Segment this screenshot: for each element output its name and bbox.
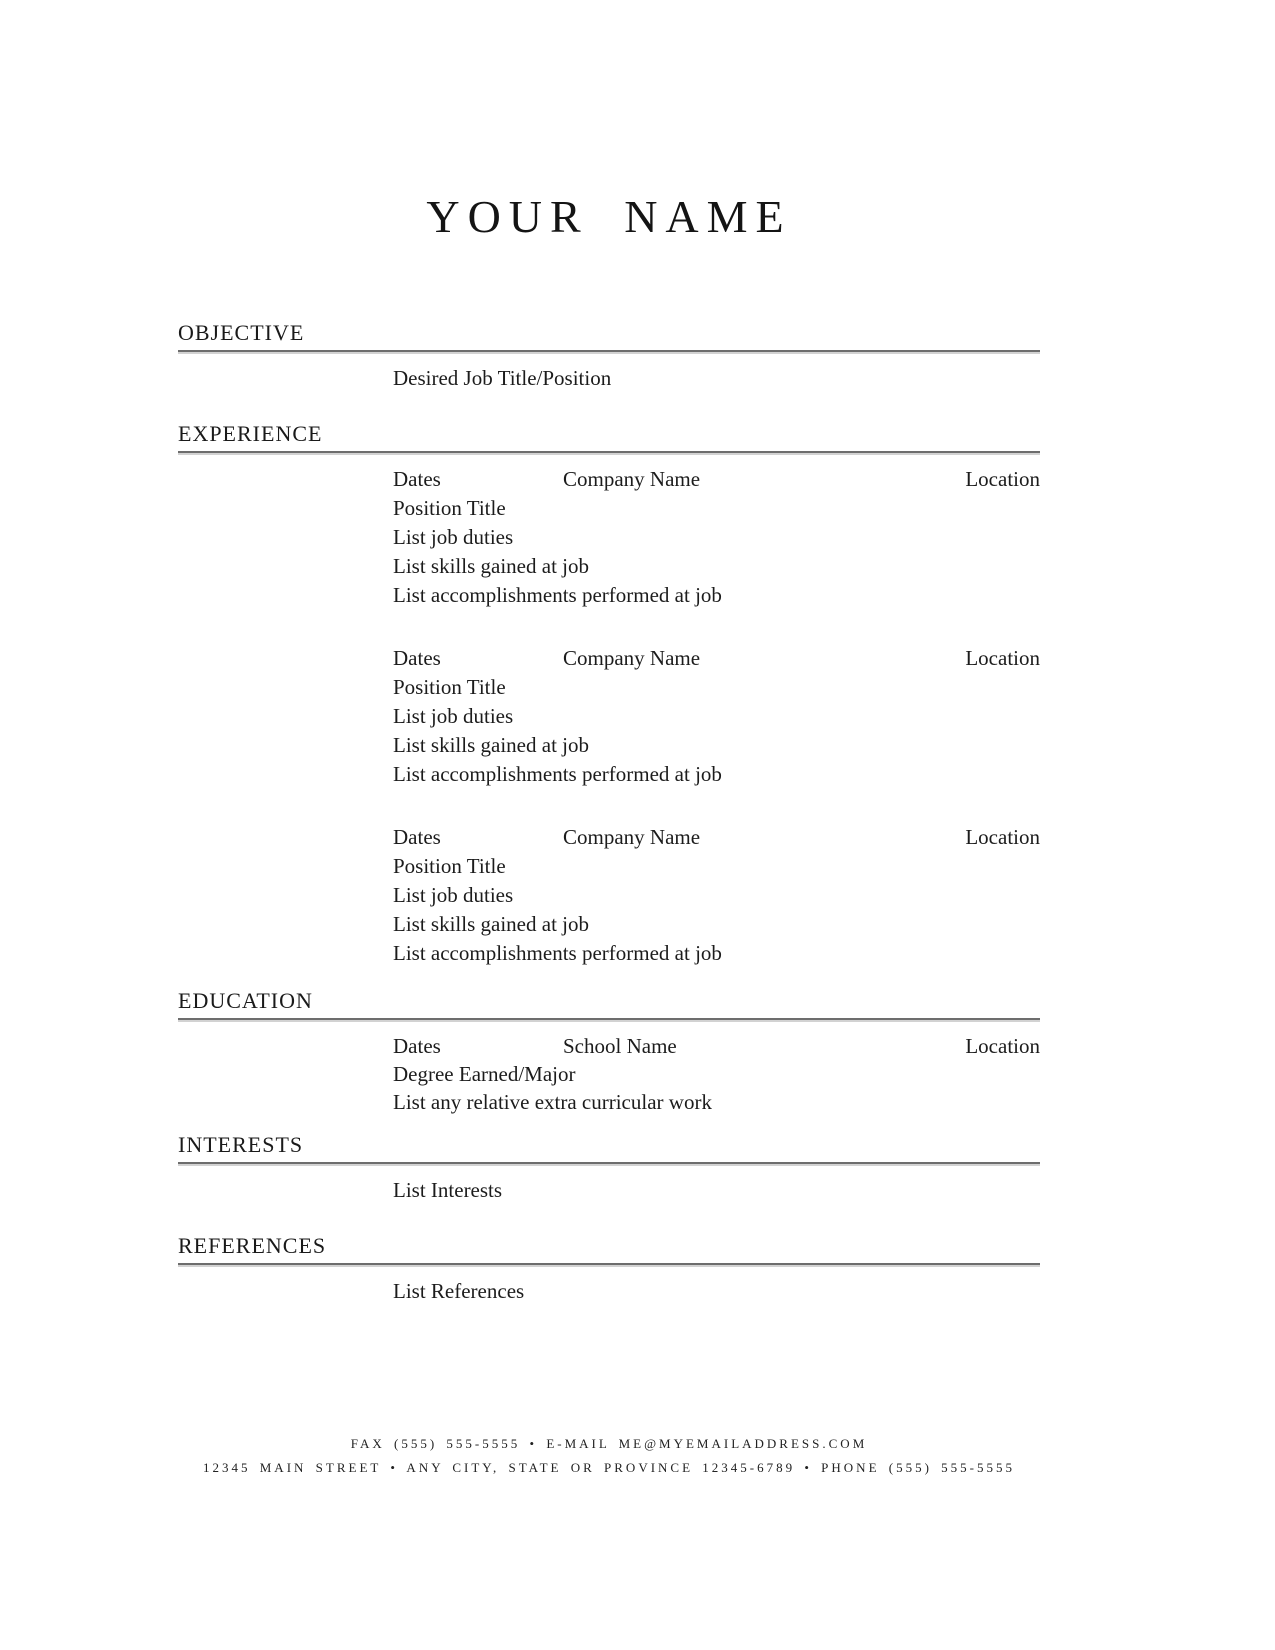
experience-entry bbox=[178, 644, 1040, 789]
education-extra-curricular: List any relative extra curricular work bbox=[393, 1090, 712, 1114]
entry-location: Location bbox=[965, 646, 1040, 670]
contact-footer bbox=[178, 1432, 1040, 1480]
education-school: School Name bbox=[563, 1034, 677, 1058]
entry-accomplishments: List accomplishments performed at job bbox=[393, 583, 722, 607]
experience-entry-header bbox=[178, 823, 1040, 852]
experience-entry bbox=[178, 465, 1040, 610]
objective-heading: OBJECTIVE bbox=[178, 320, 1040, 352]
entry-skills: List skills gained at job bbox=[393, 912, 589, 936]
entry-company: Company Name bbox=[563, 825, 701, 849]
objective-content: Desired Job Title/Position bbox=[393, 366, 612, 390]
experience-entry-header bbox=[178, 644, 1040, 673]
entry-skills: List skills gained at job bbox=[393, 733, 589, 757]
references-content: List References bbox=[393, 1279, 525, 1303]
entry-job-duties: List job duties bbox=[393, 525, 514, 549]
entry-dates: Dates bbox=[393, 825, 441, 849]
footer-fax-email: FAX (555) 555-5555 • E-MAIL ME@MYEMAILADDRESS.COM bbox=[350, 1436, 868, 1451]
entry-position-title: Position Title bbox=[393, 496, 506, 520]
entry-dates: Dates bbox=[393, 646, 441, 670]
education-location: Location bbox=[965, 1034, 1040, 1058]
footer-address-phone: 12345 MAIN STREET • ANY CITY, STATE OR PROVINCE 12345-6789 • PHONE (555) 555-5555 bbox=[203, 1460, 1015, 1475]
experience-entry bbox=[178, 823, 1040, 968]
entry-dates: Dates bbox=[393, 467, 441, 491]
entry-company: Company Name bbox=[563, 467, 701, 491]
entry-position-title: Position Title bbox=[393, 854, 506, 878]
entry-job-duties: List job duties bbox=[393, 883, 514, 907]
entry-accomplishments: List accomplishments performed at job bbox=[393, 941, 722, 965]
references-heading: REFERENCES bbox=[178, 1233, 1040, 1265]
page-title: YOUR NAME bbox=[426, 191, 792, 242]
experience-entry-header bbox=[178, 465, 1040, 494]
entry-accomplishments: List accomplishments performed at job bbox=[393, 762, 722, 786]
education-degree: Degree Earned/Major bbox=[393, 1062, 576, 1086]
entry-job-duties: List job duties bbox=[393, 704, 514, 728]
interests-content: List Interests bbox=[393, 1178, 503, 1202]
interests-heading: INTERESTS bbox=[178, 1132, 1040, 1164]
education-dates: Dates bbox=[393, 1034, 441, 1058]
resume-page bbox=[178, 0, 1040, 1306]
entry-location: Location bbox=[965, 825, 1040, 849]
entry-position-title: Position Title bbox=[393, 675, 506, 699]
entry-location: Location bbox=[965, 467, 1040, 491]
education-heading: EDUCATION bbox=[178, 988, 1040, 1020]
entry-skills: List skills gained at job bbox=[393, 554, 589, 578]
entry-company: Company Name bbox=[563, 646, 701, 670]
experience-heading: EXPERIENCE bbox=[178, 421, 1040, 453]
education-entry-header bbox=[178, 1032, 1040, 1060]
